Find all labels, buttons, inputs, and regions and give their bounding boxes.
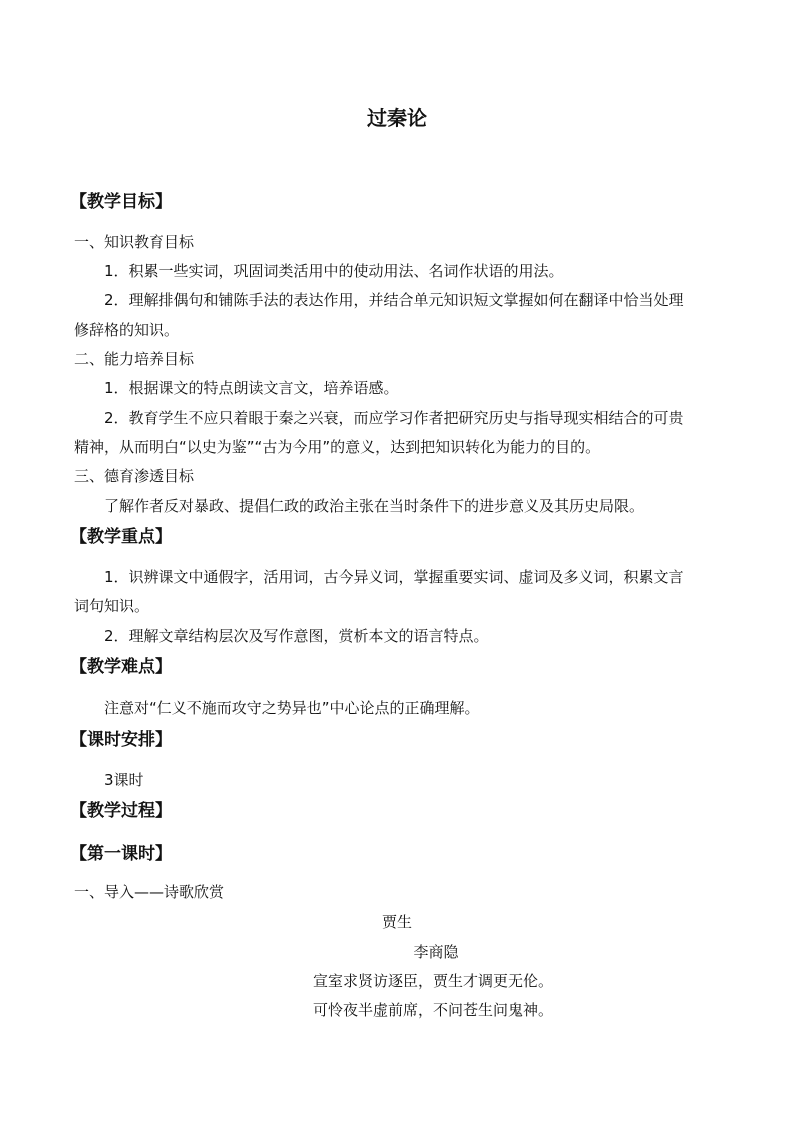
paragraph: 2．理解文章结构层次及写作意图，赏析本文的语言特点。 <box>104 627 489 645</box>
paragraph: 3课时 <box>104 771 144 789</box>
document-title: 过秦论 <box>367 106 427 130</box>
section-heading-lesson-1: 【第一课时】 <box>70 844 172 864</box>
paragraph: 1．根据课文的特点朗读文言文，培养语感。 <box>104 379 399 397</box>
subheading-knowledge-goals: 一、知识教育目标 <box>74 233 195 251</box>
paragraph: 修辞格的知识。 <box>74 321 180 339</box>
paragraph: 注意对“仁义不施而攻守之势异也”中心论点的正确理解。 <box>104 699 480 717</box>
subheading-ability-goals: 二、能力培养目标 <box>74 350 195 368</box>
poem-title: 贾生 <box>381 913 412 931</box>
section-heading-key-points: 【教学重点】 <box>70 527 172 547</box>
poem-author: 李商隐 <box>413 943 459 961</box>
section-heading-schedule: 【课时安排】 <box>70 730 172 750</box>
paragraph: 词句知识。 <box>74 597 150 615</box>
paragraph: 2．理解排偶句和铺陈手法的表达作用，并结合单元知识短文掌握如何在翻译中恰当处理 <box>104 291 684 309</box>
paragraph: 2．教育学生不应只着眼于秦之兴衰，而应学习作者把研究历史与指导现实相结合的可贵 <box>104 409 684 427</box>
poem-line: 可怜夜半虚前席，不问苍生问鬼神。 <box>312 1001 553 1019</box>
paragraph: 1．积累一些实词，巩固词类活用中的使动用法、名词作状语的用法。 <box>104 262 564 280</box>
subheading-moral-goals: 三、德育渗透目标 <box>74 467 195 485</box>
paragraph: 精神，从而明白“以史为鉴”“古为今用”的意义，达到把知识转化为能力的目的。 <box>74 438 601 456</box>
subheading-intro: 一、导入——诗歌欣赏 <box>74 883 225 901</box>
paragraph: 1．识辨课文中通假字，活用词，古今异义词，掌握重要实词、虚词及多义词，积累文言 <box>104 568 684 586</box>
section-heading-process: 【教学过程】 <box>70 801 172 821</box>
poem-line: 宣室求贤访逐臣，贾生才调更无伦。 <box>312 972 553 990</box>
section-heading-difficulty: 【教学难点】 <box>70 657 172 677</box>
section-heading-goals: 【教学目标】 <box>70 192 172 212</box>
paragraph: 了解作者反对暴政、提倡仁政的政治主张在当时条件下的进步意义及其历史局限。 <box>104 497 645 515</box>
